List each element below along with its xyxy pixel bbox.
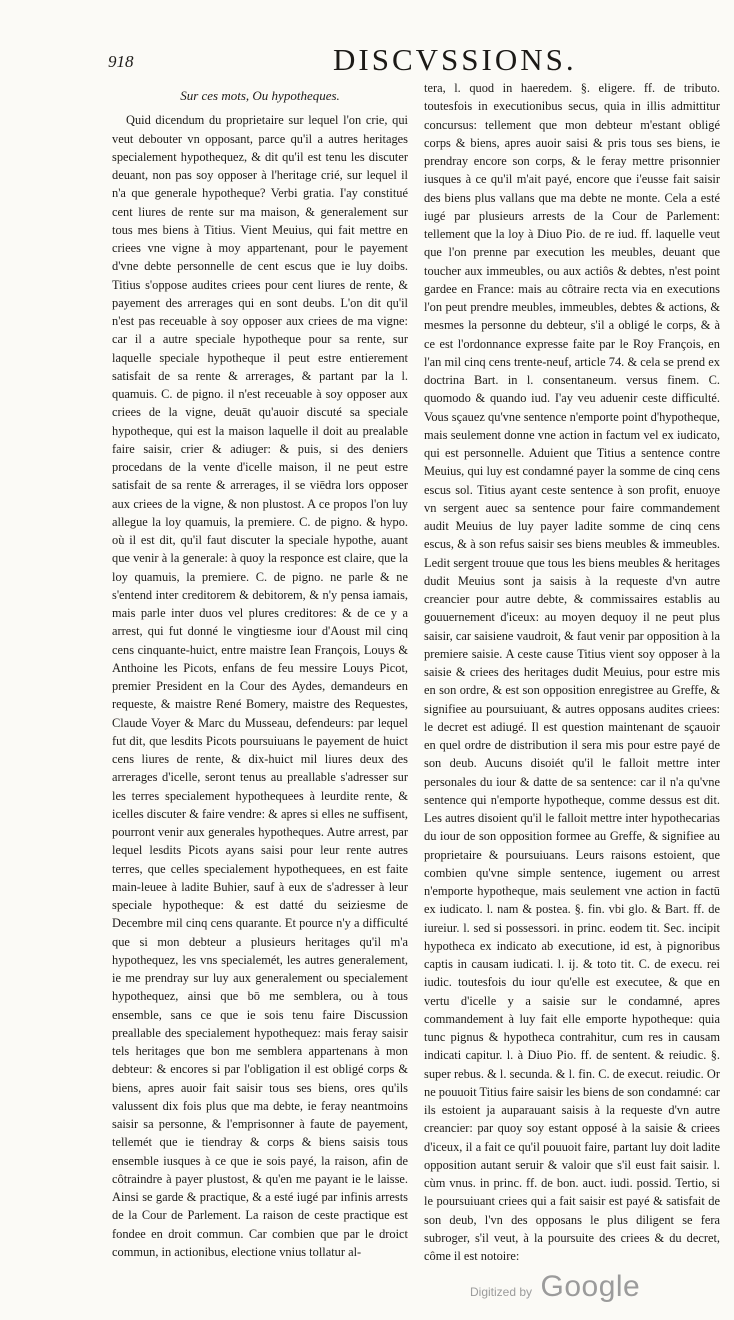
section-heading: Sur ces mots, Ou hypotheques.	[180, 88, 340, 103]
digitized-by-label: Digitized by	[470, 1285, 533, 1299]
digitized-by-watermark	[470, 1270, 640, 1304]
left-column-text: Quid dicendum du proprietaire sur lequel l'on crie, qui veut debouter vn opposant, parce qu'il a autres heritages specialement hypothequez, & dit qu'il est tenu les discuter deuant, non pas soy opposer à l'heritage crié, sur lequel il n'a que generale hypotheque? Verbi gratia. I'ay constitué cent liures de rente sur ma maison, & generalement sur tous mes biens à Titius. Vient Meuius, qui fait mettre en criees vne vigne à moy appartenant, pour le payement d'vne debte personnelle de cent escus que ie luy doibs. Titius s'oppose audites criees pour cent liures de rente, & payement des arrerages qui en sont deubs. L'on dit qu'il n'est pas receuable à soy opposer aux criees de ma vigne: car il a autre speciale hypotheque pour sa rente, sur laquelle speciale hypotheque il peut estre entierement satisfait de sa rente & arrerages, & partant par la l. quamuis. C. de pigno. il n'est receuable à soy opposer aux criees de la vigne, deuāt qu'auoir discuté sa speciale hypotheque, qui est la maison laquelle il doit au prealable faire saisir, crier & adiuger: & puis, si des deniers procedans de la vente d'icelle maison, il ne peut estre satisfait de sa rente & arrerages, il se viēdra lors opposer aux criees de la vigne, & non plustost. A ce propos l'on luy allegue la loy quamuis, la premiere. C. de pigno. & hypo. où il est dit, qu'il faut discuter la speciale hypothe, auant que venir à la generale: à quoy la responce est claire, que la loy quamuis, la premiere. C. de pigno. ne parle & ne s'entend inter creditorem & debitorem, & n'y pensa iamais, mais parle inter duos vel plures creditores: & de ce y a arrest, qui fut donné le vingtiesme iour d'Aoust mil cinq cens cinquante-huict, entre maistre Iean François, Louys & Anthoine les Picots, enfans de feu messire Louys Picot, premier President en la Cour des Aydes, demandeurs en requeste, & maistre René Bomery, maistre des Requestes, Claude Voyer & Marc du Musseau, defendeurs: par lequel fut dit, que lesdits Picots poursuiuans le payement de huict cens liures de rente, & dix-huict mil liures deux des arrerages d'icelle, seront tenus au preallable s'adresser sur les terres specialement hypothequees à leurdite rente, & icelles discuter & faire vendre: & apres si elles ne suffisent, pourront venir aux generales hypotheques. Autre arrest, par lequel lesdits Picots ayans saisi pour leur rente autres terres, que celles specialement hypothequees, en est faite main-leuee à ladite Buhier, sauf à eux de s'adresser à leur speciale hypotheque: & est datté du seiziesme de Decembre mil cinq cens quarante. Et pource n'y a difficulté que si mon debteur a plusieurs heritages qu'il m'a hypothequez, les vns specialemét, les autres generalement, ie me prendray sur luy aux generalement ou specialement hypothequez, ainsi que bō me semblera, ou à tous ensemble, sans ce que ie sois tenu faire Discussion preallable des specialement hypothequez: mais feray saisir tels heritages que bon me semblera appartenans à mon debteur: & encores si par l'obligation il est obligé corps & biens, apres auoir fait saisir tous ses biens, ores qu'ils valussent dix fois plus que ma debte, ie feray neantmoins saisir sa personne, & l'emprisonner à faute de payement, tellemét que ie tiendray & corps & biens saisis tous ensemble iusques à ce que ie sois payé, la raison, afin de côtraindre à payer plustost, & qu'en me payant ie le laisse. Ainsi se garde & practique, & a esté iugé par infinis arrests de la Cour de Parlement. La raison de ceste practique est fondee en droit commun. Car combien que par le droict commun, in actionibus, electione vnius tollatur al-	[112, 113, 408, 1259]
google-logo: Google	[540, 1270, 641, 1303]
running-head	[108, 42, 704, 82]
running-title: DISCVSSIONS.	[333, 42, 577, 77]
page-number: 918	[108, 52, 134, 71]
right-column-text: tera, l. quod in haeredem. §. eligere. ff. de tributo. toutesfois in executionibus secus, quia in illis admittitur concursus: tellement que mon debteur m'estant obligé corps & biens, apres auoir saisi & pris tous ses biens, ie prendray encore son corps, & le feray mettre prisonnier iusques à ce qu'il m'ait payé, encore que i'eusse fait saisir des biens plus vallans que ma debte ne monte. Cela a esté iugé par plusieurs arrests de la Cour de Parlement: tellement que la loy à Diuo Pio. de re iud. ff. laquelle veut que l'on prenne par execution les meubles, deuant que toucher aux immeubles, ou aux actiôs & debtes, n'est point gardee en France: mais au côtraire recta via en executions l'on peut prendre meubles, immeubles, debtes & actions, & mesmes la personne du debteur, s'il a obligé le corps, & à ce est l'ordonnance expresse faite par le Roy François, en l'an mil cinq cens trente-neuf, article 74. & cela se prend ex doctrina Bart. in l. consentaneum. versus finem. C. quomodo & quando iud. I'ay veu aduenir ceste difficulté. Vous sçauez qu'vne sentence n'emporte point d'hypotheque, mais seulement donne vne action in factum vel ex iudicato, qui est personnelle. Aduient que Titius a sentence contre Meuius, qui luy est condamné payer la somme de cinq cens escus sol. Titius ayant ceste sentence à son profit, enuoye vn sergent auec sa sentence pour faire commandement audit Meuius de luy payer ladite somme de cinq cens escus, & à son refus saisir ses biens meubles & immeubles. Ledit sergent trouue que tous les biens meubles & heritages dudit Meuius sont ja saisis à la requeste d'vn autre creancier pour autre debte, & commissaires establis au gouuernement d'iceux: au moyen dequoy il ne peut plus saisir, car saisiene vaudroit, & faut venir par opposition à la premiere saisie. A ceste cause Titius vient soy opposer à la saisie & criees des heritages dudit Meuius, pour estre mis en son ordre, & est son opposition enregistree au Greffe, & signifiee au poursuiuant, & autres opposans audites criees: le decret est adiugé. Il est question maintenant de sçauoir en quel ordre de distribution il sera mis pour estre payé de son deub. Aucuns disoiét qu'il le falloit mettre inter personales du iour & datte de sa sentence: car il n'a qu'vne sentence qui n'emporte hypotheque, comme dessus est dit. Les autres disoient qu'il le falloit mettre inter hypothecarias du iour de son opposition formee au Greffe, & signifiee au proprietaire & poursuiuans. Leurs raisons estoient, que combien qu'vne simple sentence, iugement ou arrest n'emporte hypotheque, mais seulement vne action in factū ex iudicato. l. nam & postea. §. fin. vbi glo. & Bart. ff. de iureiur. l. sed si possessori. in princ. eodem tit. Sec. incipit hypotheca ex indicato ab executione, id est, à pignoribus captis in causam iudicati. l. ij. & toto tit. C. de execu. rei iudic. toutesfois du iour qu'elle est executee, & que en vertu d'icelle y a saisie sur le condamné, apres commandement à luy fait elle emporte hypotheque: quia tunc pignus & hypotheca contrahitur, cum res in causam indicati capitur. l. à Diuo Pio. ff. de sentent. & reiudic. §. super rebus. & l. secunda. & l. fin. C. de execut. reiudic. Or ne pouuoit Titius faire saisir les biens de son condamné: car ils estoient ja auparauant saisis à la requeste d'vn autre creancier: par quoy soy estant opposé à la saisie & criees d'iceux, il a fait ce qu'il pouuoit faire, partant luy doit ladite opposition autant seruir & valoir que s'il eust fait saisir. l. cùm vnus. in princ. ff. de bon. auct. iudi. possid. Tertio, si le poursuiuant criees qui a fait saisir est payé & satisfait de son deub, l'vn des opposans le plus diligent se fera subroger, s'il veut, à la poursuite des criees & du decret, côme il est notoire:	[424, 81, 720, 1263]
right-column	[424, 79, 720, 1263]
left-column	[112, 79, 408, 1259]
